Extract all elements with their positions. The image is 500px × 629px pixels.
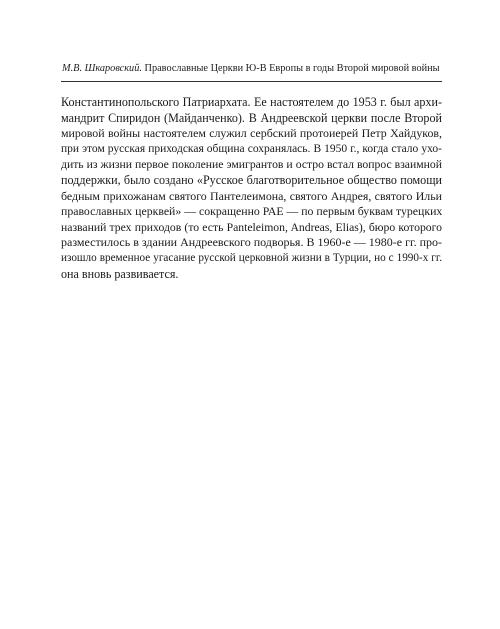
text-line: мировой войны настоятелем служил сербский протоиерей Петр Хайдуков, xyxy=(61,126,442,141)
body-paragraph xyxy=(61,95,442,282)
text-line: при этом русская приходская община сохранялась. В 1950 г., когда стало ухо- xyxy=(61,142,442,155)
header-rule xyxy=(61,81,442,82)
text-line: названий трех приходов (то есть Panteleimon, Andreas, Elias), бюро которого xyxy=(61,220,442,234)
text-line: бедным прихожанам святого Пантелеимона, святого Андрея, святого Ильи xyxy=(61,188,442,203)
text-line: она вновь развивается. xyxy=(61,266,179,281)
text-line: православных церквей» — сокращенно РАЕ — по первым буквам турецких xyxy=(61,204,443,219)
text-line: изошло временное угасание русской церковной жизни в Турции, но с 1990-х гг. xyxy=(61,251,442,264)
text-line: Константинопольского Патриархата. Ее настоятелем до 1953 г. был архи- xyxy=(61,95,442,109)
text-line: разместилось в здании Андреевского подворья. В 1960-е — 1980-е гг. про- xyxy=(61,235,443,250)
text-line: поддержки, было создано «Русское благотворительное общество помощи xyxy=(61,172,442,187)
header-title: Православные Церкви Ю-В Европы в годы Второй мировой войны xyxy=(141,63,440,74)
running-header xyxy=(62,62,442,76)
text-line: мандрит Спиридон (Майданченко). В Андреевской церкви после Второй xyxy=(61,110,442,125)
header-author: М.В. Шкаровский. xyxy=(62,63,142,74)
text-line: дить из жизни первое поколение эмигрантов и остро встал вопрос взаимной xyxy=(61,158,442,172)
